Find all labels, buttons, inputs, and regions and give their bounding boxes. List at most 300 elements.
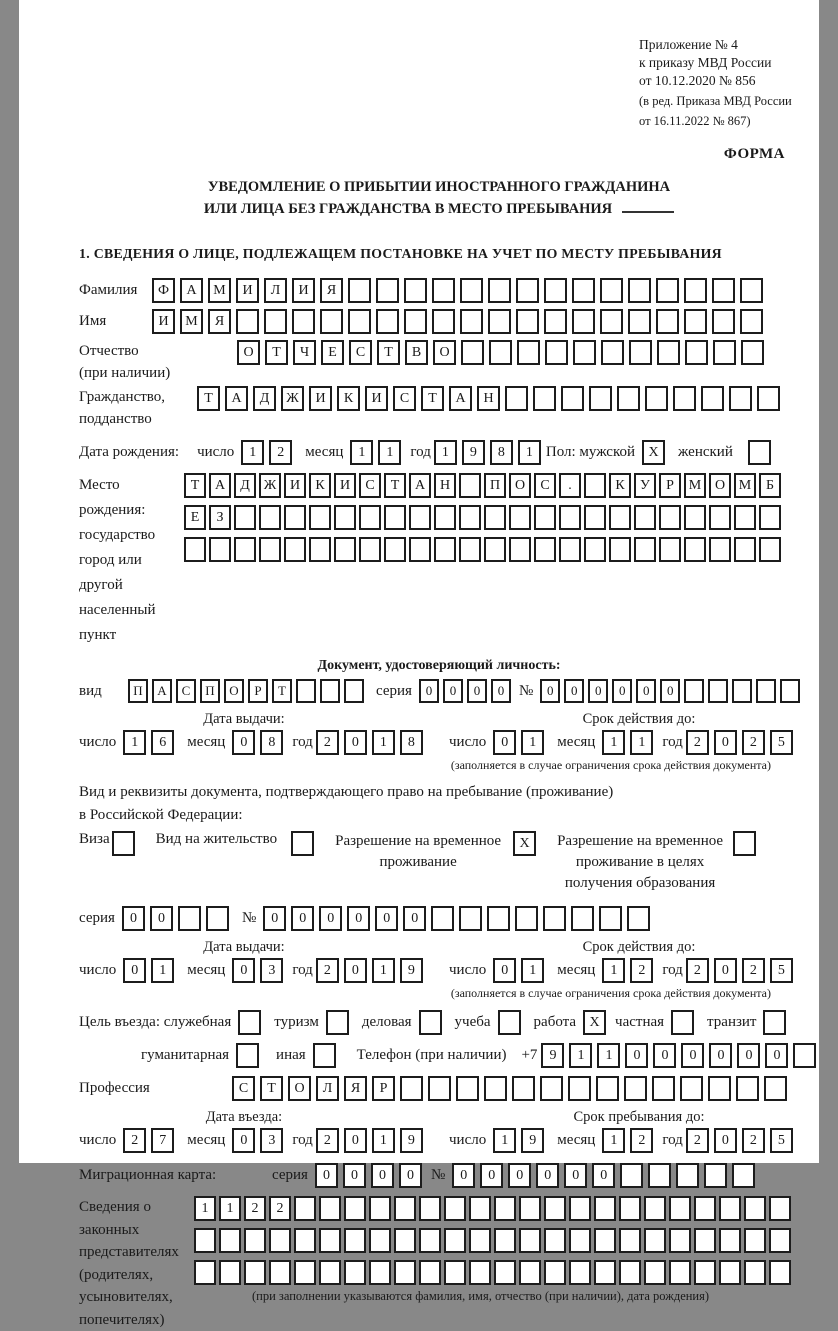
form-cell[interactable] xyxy=(684,537,706,562)
form-cell[interactable] xyxy=(376,278,399,303)
form-cell[interactable]: 0 xyxy=(263,906,286,931)
form-cell[interactable] xyxy=(740,309,763,334)
form-cell[interactable] xyxy=(394,1196,416,1221)
form-cell[interactable] xyxy=(617,386,640,411)
form-cell[interactable] xyxy=(676,1163,699,1188)
form-cell[interactable] xyxy=(599,906,622,931)
form-cell[interactable] xyxy=(369,1260,391,1285)
form-cell[interactable]: К xyxy=(337,386,360,411)
form-cell[interactable]: 9 xyxy=(521,1128,544,1153)
form-cell[interactable] xyxy=(292,309,315,334)
form-cell[interactable] xyxy=(594,1260,616,1285)
birthplace-row3-cells[interactable] xyxy=(184,537,784,562)
form-cell[interactable]: С xyxy=(393,386,416,411)
form-cell[interactable]: 0 xyxy=(443,679,463,703)
form-cell[interactable]: 0 xyxy=(232,1128,255,1153)
form-cell[interactable]: Т xyxy=(272,679,292,703)
form-cell[interactable] xyxy=(769,1196,791,1221)
form-cell[interactable] xyxy=(236,1043,259,1068)
form-cell[interactable] xyxy=(519,1196,541,1221)
form-cell[interactable]: М xyxy=(734,473,756,498)
form-cell[interactable] xyxy=(369,1228,391,1253)
form-cell[interactable]: 1 xyxy=(518,440,541,465)
temp-residence-edu-box[interactable] xyxy=(733,831,761,856)
form-cell[interactable]: 2 xyxy=(269,1196,291,1221)
form-cell[interactable] xyxy=(432,309,455,334)
form-cell[interactable] xyxy=(544,1228,566,1253)
form-cell[interactable]: 0 xyxy=(232,730,255,755)
form-cell[interactable] xyxy=(589,386,612,411)
form-cell[interactable] xyxy=(708,1076,731,1101)
form-cell[interactable]: 0 xyxy=(467,679,487,703)
form-cell[interactable]: Е xyxy=(321,340,344,365)
representatives-row2-cells[interactable] xyxy=(194,1228,794,1253)
form-cell[interactable] xyxy=(269,1228,291,1253)
form-cell[interactable] xyxy=(584,537,606,562)
form-cell[interactable] xyxy=(460,278,483,303)
form-cell[interactable] xyxy=(404,278,427,303)
representatives-row3-cells[interactable] xyxy=(194,1260,794,1285)
form-cell[interactable]: 0 xyxy=(344,730,367,755)
form-cell[interactable] xyxy=(269,1260,291,1285)
form-cell[interactable] xyxy=(659,537,681,562)
form-cell[interactable] xyxy=(544,1260,566,1285)
form-cell[interactable] xyxy=(498,1010,521,1035)
form-cell[interactable]: 1 xyxy=(630,730,653,755)
form-cell[interactable]: 0 xyxy=(344,958,367,983)
form-cell[interactable] xyxy=(569,1228,591,1253)
form-cell[interactable] xyxy=(469,1228,491,1253)
form-cell[interactable] xyxy=(659,505,681,530)
form-cell[interactable]: П xyxy=(484,473,506,498)
form-cell[interactable] xyxy=(648,1163,671,1188)
form-cell[interactable] xyxy=(736,1076,759,1101)
form-cell[interactable] xyxy=(194,1260,216,1285)
form-cell[interactable] xyxy=(634,505,656,530)
form-cell[interactable]: И xyxy=(365,386,388,411)
form-cell[interactable] xyxy=(652,1076,675,1101)
form-cell[interactable]: С xyxy=(349,340,372,365)
migration-series-cells[interactable] xyxy=(315,1163,427,1188)
form-cell[interactable]: 0 xyxy=(714,730,737,755)
form-cell[interactable]: Ж xyxy=(259,473,281,498)
form-cell[interactable]: 5 xyxy=(770,1128,793,1153)
form-cell[interactable]: А xyxy=(449,386,472,411)
form-cell[interactable]: 1 xyxy=(434,440,457,465)
form-cell[interactable] xyxy=(624,1076,647,1101)
form-cell[interactable] xyxy=(684,679,704,703)
form-cell[interactable]: 1 xyxy=(241,440,264,465)
doc-number-cells[interactable] xyxy=(540,679,804,703)
form-cell[interactable] xyxy=(619,1228,641,1253)
form-cell[interactable]: 1 xyxy=(602,730,625,755)
visa-box[interactable] xyxy=(112,831,140,856)
form-cell[interactable] xyxy=(419,1260,441,1285)
form-cell[interactable] xyxy=(709,537,731,562)
form-cell[interactable]: 2 xyxy=(686,730,709,755)
form-cell[interactable]: С xyxy=(534,473,556,498)
form-cell[interactable] xyxy=(759,505,781,530)
form-cell[interactable] xyxy=(194,1228,216,1253)
form-cell[interactable] xyxy=(544,309,567,334)
form-cell[interactable]: 0 xyxy=(344,1128,367,1153)
form-cell[interactable] xyxy=(769,1260,791,1285)
form-cell[interactable] xyxy=(309,505,331,530)
form-cell[interactable] xyxy=(264,309,287,334)
permit-issue-year-cells[interactable] xyxy=(316,958,428,983)
sex-female-box[interactable] xyxy=(748,440,776,465)
doc-valid-year-cells[interactable] xyxy=(686,730,798,755)
form-cell[interactable]: . xyxy=(559,473,581,498)
form-cell[interactable] xyxy=(740,278,763,303)
form-cell[interactable] xyxy=(609,505,631,530)
form-cell[interactable]: 0 xyxy=(493,958,516,983)
form-cell[interactable] xyxy=(644,1196,666,1221)
form-cell[interactable] xyxy=(419,1196,441,1221)
form-cell[interactable] xyxy=(459,505,481,530)
form-cell[interactable]: 2 xyxy=(316,730,339,755)
form-cell[interactable] xyxy=(734,505,756,530)
form-cell[interactable] xyxy=(600,309,623,334)
form-cell[interactable] xyxy=(359,537,381,562)
form-cell[interactable]: 9 xyxy=(400,1128,423,1153)
form-cell[interactable]: 9 xyxy=(541,1043,564,1068)
form-cell[interactable] xyxy=(244,1260,266,1285)
form-cell[interactable]: П xyxy=(128,679,148,703)
form-cell[interactable]: 0 xyxy=(540,679,560,703)
form-cell[interactable] xyxy=(236,309,259,334)
form-cell[interactable] xyxy=(684,505,706,530)
form-cell[interactable] xyxy=(619,1196,641,1221)
form-cell[interactable] xyxy=(244,1228,266,1253)
form-cell[interactable]: 8 xyxy=(400,730,423,755)
form-cell[interactable] xyxy=(469,1260,491,1285)
form-cell[interactable] xyxy=(461,340,484,365)
form-cell[interactable] xyxy=(732,679,752,703)
migration-number-cells[interactable] xyxy=(452,1163,760,1188)
form-cell[interactable]: 0 xyxy=(319,906,342,931)
form-cell[interactable] xyxy=(573,340,596,365)
form-cell[interactable] xyxy=(409,537,431,562)
form-cell[interactable] xyxy=(694,1260,716,1285)
residence-permit-box[interactable] xyxy=(291,831,319,856)
form-cell[interactable] xyxy=(780,679,800,703)
form-cell[interactable] xyxy=(744,1228,766,1253)
form-cell[interactable] xyxy=(431,906,454,931)
form-cell[interactable]: 0 xyxy=(612,679,632,703)
form-cell[interactable]: 0 xyxy=(765,1043,788,1068)
form-cell[interactable] xyxy=(680,1076,703,1101)
form-cell[interactable] xyxy=(673,386,696,411)
form-cell[interactable] xyxy=(645,386,668,411)
form-cell[interactable]: 0 xyxy=(737,1043,760,1068)
form-cell[interactable]: X xyxy=(513,831,536,856)
form-cell[interactable] xyxy=(432,278,455,303)
form-cell[interactable]: А xyxy=(409,473,431,498)
form-cell[interactable] xyxy=(344,679,364,703)
form-cell[interactable]: О xyxy=(433,340,456,365)
form-cell[interactable]: 0 xyxy=(714,1128,737,1153)
entry-year-cells[interactable] xyxy=(316,1128,428,1153)
form-cell[interactable]: С xyxy=(176,679,196,703)
form-cell[interactable] xyxy=(719,1260,741,1285)
form-cell[interactable]: 1 xyxy=(219,1196,241,1221)
form-cell[interactable]: 0 xyxy=(480,1163,503,1188)
form-cell[interactable]: 1 xyxy=(493,1128,516,1153)
form-cell[interactable]: Б xyxy=(759,473,781,498)
form-cell[interactable]: Т xyxy=(384,473,406,498)
form-cell[interactable] xyxy=(334,505,356,530)
form-cell[interactable] xyxy=(259,537,281,562)
form-cell[interactable] xyxy=(544,1196,566,1221)
form-cell[interactable]: А xyxy=(180,278,203,303)
form-cell[interactable]: 1 xyxy=(521,730,544,755)
form-cell[interactable] xyxy=(657,340,680,365)
form-cell[interactable]: 0 xyxy=(399,1163,422,1188)
form-cell[interactable]: Д xyxy=(253,386,276,411)
form-cell[interactable] xyxy=(572,278,595,303)
form-cell[interactable] xyxy=(584,505,606,530)
form-cell[interactable] xyxy=(460,309,483,334)
permit-valid-day-cells[interactable] xyxy=(493,958,549,983)
form-cell[interactable] xyxy=(505,386,528,411)
temp-residence-box[interactable] xyxy=(513,831,541,856)
form-cell[interactable]: А xyxy=(209,473,231,498)
form-cell[interactable] xyxy=(376,309,399,334)
form-cell[interactable] xyxy=(732,1163,755,1188)
form-cell[interactable]: 2 xyxy=(686,958,709,983)
form-cell[interactable] xyxy=(284,537,306,562)
form-cell[interactable]: 3 xyxy=(260,1128,283,1153)
form-cell[interactable]: В xyxy=(405,340,428,365)
form-cell[interactable]: Я xyxy=(320,278,343,303)
form-cell[interactable]: 2 xyxy=(269,440,292,465)
form-cell[interactable] xyxy=(559,537,581,562)
form-cell[interactable]: 1 xyxy=(521,958,544,983)
form-cell[interactable]: О xyxy=(509,473,531,498)
purpose-work-box[interactable] xyxy=(583,1010,611,1035)
form-cell[interactable] xyxy=(584,473,606,498)
form-cell[interactable]: Т xyxy=(377,340,400,365)
form-cell[interactable] xyxy=(444,1260,466,1285)
form-cell[interactable] xyxy=(596,1076,619,1101)
form-cell[interactable] xyxy=(309,537,331,562)
form-cell[interactable]: 0 xyxy=(536,1163,559,1188)
form-cell[interactable]: 0 xyxy=(625,1043,648,1068)
birth-month-cells[interactable] xyxy=(350,440,406,465)
form-cell[interactable] xyxy=(744,1260,766,1285)
form-cell[interactable] xyxy=(713,340,736,365)
form-cell[interactable] xyxy=(319,1228,341,1253)
form-cell[interactable]: 1 xyxy=(378,440,401,465)
form-cell[interactable]: 0 xyxy=(681,1043,704,1068)
form-cell[interactable]: 0 xyxy=(493,730,516,755)
form-cell[interactable] xyxy=(206,906,229,931)
form-cell[interactable] xyxy=(741,340,764,365)
form-cell[interactable] xyxy=(219,1260,241,1285)
form-cell[interactable] xyxy=(684,309,707,334)
form-cell[interactable] xyxy=(369,1196,391,1221)
form-cell[interactable]: 9 xyxy=(400,958,423,983)
birth-day-cells[interactable] xyxy=(241,440,297,465)
form-cell[interactable]: Т xyxy=(421,386,444,411)
form-cell[interactable]: 0 xyxy=(123,958,146,983)
form-cell[interactable] xyxy=(509,505,531,530)
form-cell[interactable] xyxy=(284,505,306,530)
form-cell[interactable]: Р xyxy=(659,473,681,498)
birthplace-row2-cells[interactable] xyxy=(184,505,784,530)
form-cell[interactable] xyxy=(294,1196,316,1221)
form-cell[interactable] xyxy=(517,340,540,365)
form-cell[interactable] xyxy=(516,309,539,334)
form-cell[interactable]: П xyxy=(200,679,220,703)
form-cell[interactable] xyxy=(459,473,481,498)
representatives-row1-cells[interactable] xyxy=(194,1196,794,1221)
form-cell[interactable] xyxy=(669,1196,691,1221)
form-cell[interactable] xyxy=(184,537,206,562)
purpose-transit-box[interactable] xyxy=(763,1010,791,1035)
form-cell[interactable] xyxy=(459,537,481,562)
form-cell[interactable] xyxy=(344,1260,366,1285)
form-cell[interactable] xyxy=(708,679,728,703)
form-cell[interactable]: 5 xyxy=(770,730,793,755)
form-cell[interactable] xyxy=(489,340,512,365)
form-cell[interactable] xyxy=(112,831,135,856)
form-cell[interactable]: 0 xyxy=(653,1043,676,1068)
purpose-study-box[interactable] xyxy=(498,1010,526,1035)
form-cell[interactable]: 1 xyxy=(597,1043,620,1068)
form-cell[interactable] xyxy=(628,278,651,303)
form-cell[interactable] xyxy=(694,1196,716,1221)
form-cell[interactable] xyxy=(494,1260,516,1285)
form-cell[interactable]: 0 xyxy=(343,1163,366,1188)
form-cell[interactable] xyxy=(712,278,735,303)
form-cell[interactable]: 0 xyxy=(150,906,173,931)
form-cell[interactable] xyxy=(209,537,231,562)
form-cell[interactable] xyxy=(334,537,356,562)
form-cell[interactable]: 0 xyxy=(491,679,511,703)
birth-year-cells[interactable] xyxy=(434,440,546,465)
form-cell[interactable] xyxy=(748,440,771,465)
form-cell[interactable] xyxy=(572,309,595,334)
form-cell[interactable]: З xyxy=(209,505,231,530)
form-cell[interactable] xyxy=(568,1076,591,1101)
form-cell[interactable]: 7 xyxy=(151,1128,174,1153)
form-cell[interactable] xyxy=(512,1076,535,1101)
form-cell[interactable]: 0 xyxy=(636,679,656,703)
form-cell[interactable]: М xyxy=(180,309,203,334)
form-cell[interactable]: Л xyxy=(316,1076,339,1101)
form-cell[interactable] xyxy=(594,1228,616,1253)
form-cell[interactable] xyxy=(628,309,651,334)
form-cell[interactable]: 0 xyxy=(375,906,398,931)
form-cell[interactable] xyxy=(719,1196,741,1221)
form-cell[interactable]: 1 xyxy=(372,1128,395,1153)
form-cell[interactable] xyxy=(434,505,456,530)
purpose-humanitarian-box[interactable] xyxy=(236,1043,264,1068)
form-cell[interactable] xyxy=(701,386,724,411)
form-cell[interactable]: 1 xyxy=(372,958,395,983)
purpose-business-box[interactable] xyxy=(419,1010,447,1035)
form-cell[interactable] xyxy=(294,1260,316,1285)
form-cell[interactable]: X xyxy=(642,440,665,465)
form-cell[interactable]: И xyxy=(152,309,175,334)
form-cell[interactable] xyxy=(644,1260,666,1285)
form-cell[interactable] xyxy=(764,1076,787,1101)
form-cell[interactable] xyxy=(434,537,456,562)
form-cell[interactable] xyxy=(759,537,781,562)
doc-valid-month-cells[interactable] xyxy=(602,730,658,755)
form-cell[interactable] xyxy=(419,1010,442,1035)
form-cell[interactable] xyxy=(444,1228,466,1253)
form-cell[interactable] xyxy=(296,679,316,703)
form-cell[interactable] xyxy=(319,1260,341,1285)
form-cell[interactable] xyxy=(487,906,510,931)
form-cell[interactable] xyxy=(484,537,506,562)
form-cell[interactable] xyxy=(456,1076,479,1101)
form-cell[interactable]: Н xyxy=(434,473,456,498)
form-cell[interactable] xyxy=(729,386,752,411)
form-cell[interactable] xyxy=(757,386,780,411)
form-cell[interactable]: 2 xyxy=(244,1196,266,1221)
doc-issue-month-cells[interactable] xyxy=(232,730,288,755)
form-cell[interactable] xyxy=(394,1260,416,1285)
form-cell[interactable]: 0 xyxy=(403,906,426,931)
form-cell[interactable]: 2 xyxy=(742,1128,765,1153)
form-cell[interactable] xyxy=(629,340,652,365)
form-cell[interactable]: И xyxy=(292,278,315,303)
form-cell[interactable]: 1 xyxy=(151,958,174,983)
form-cell[interactable]: 0 xyxy=(232,958,255,983)
form-cell[interactable] xyxy=(569,1260,591,1285)
form-cell[interactable] xyxy=(719,1228,741,1253)
form-cell[interactable] xyxy=(404,309,427,334)
form-cell[interactable] xyxy=(348,309,371,334)
form-cell[interactable] xyxy=(259,505,281,530)
form-cell[interactable]: 0 xyxy=(452,1163,475,1188)
form-cell[interactable] xyxy=(384,505,406,530)
form-cell[interactable]: 0 xyxy=(291,906,314,931)
given-name-cells[interactable] xyxy=(152,309,768,334)
entry-day-cells[interactable] xyxy=(123,1128,179,1153)
form-cell[interactable] xyxy=(291,831,314,856)
purpose-official-box[interactable] xyxy=(238,1010,266,1035)
form-cell[interactable] xyxy=(344,1196,366,1221)
form-cell[interactable]: О xyxy=(237,340,260,365)
form-cell[interactable]: А xyxy=(225,386,248,411)
form-cell[interactable]: Ф xyxy=(152,278,175,303)
permit-issue-month-cells[interactable] xyxy=(232,958,288,983)
form-cell[interactable] xyxy=(219,1228,241,1253)
form-cell[interactable] xyxy=(733,831,756,856)
doc-series-cells[interactable] xyxy=(419,679,515,703)
form-cell[interactable]: 0 xyxy=(660,679,680,703)
form-cell[interactable] xyxy=(669,1260,691,1285)
form-cell[interactable] xyxy=(484,1076,507,1101)
form-cell[interactable] xyxy=(685,340,708,365)
form-cell[interactable]: И xyxy=(284,473,306,498)
form-cell[interactable]: Я xyxy=(208,309,231,334)
form-cell[interactable]: 1 xyxy=(350,440,373,465)
form-cell[interactable] xyxy=(238,1010,261,1035)
form-cell[interactable] xyxy=(793,1043,816,1068)
stay-day-cells[interactable] xyxy=(493,1128,549,1153)
birthplace-row1-cells[interactable] xyxy=(184,473,784,498)
form-cell[interactable] xyxy=(561,386,584,411)
form-cell[interactable] xyxy=(359,505,381,530)
form-cell[interactable] xyxy=(684,278,707,303)
doc-issue-day-cells[interactable] xyxy=(123,730,179,755)
